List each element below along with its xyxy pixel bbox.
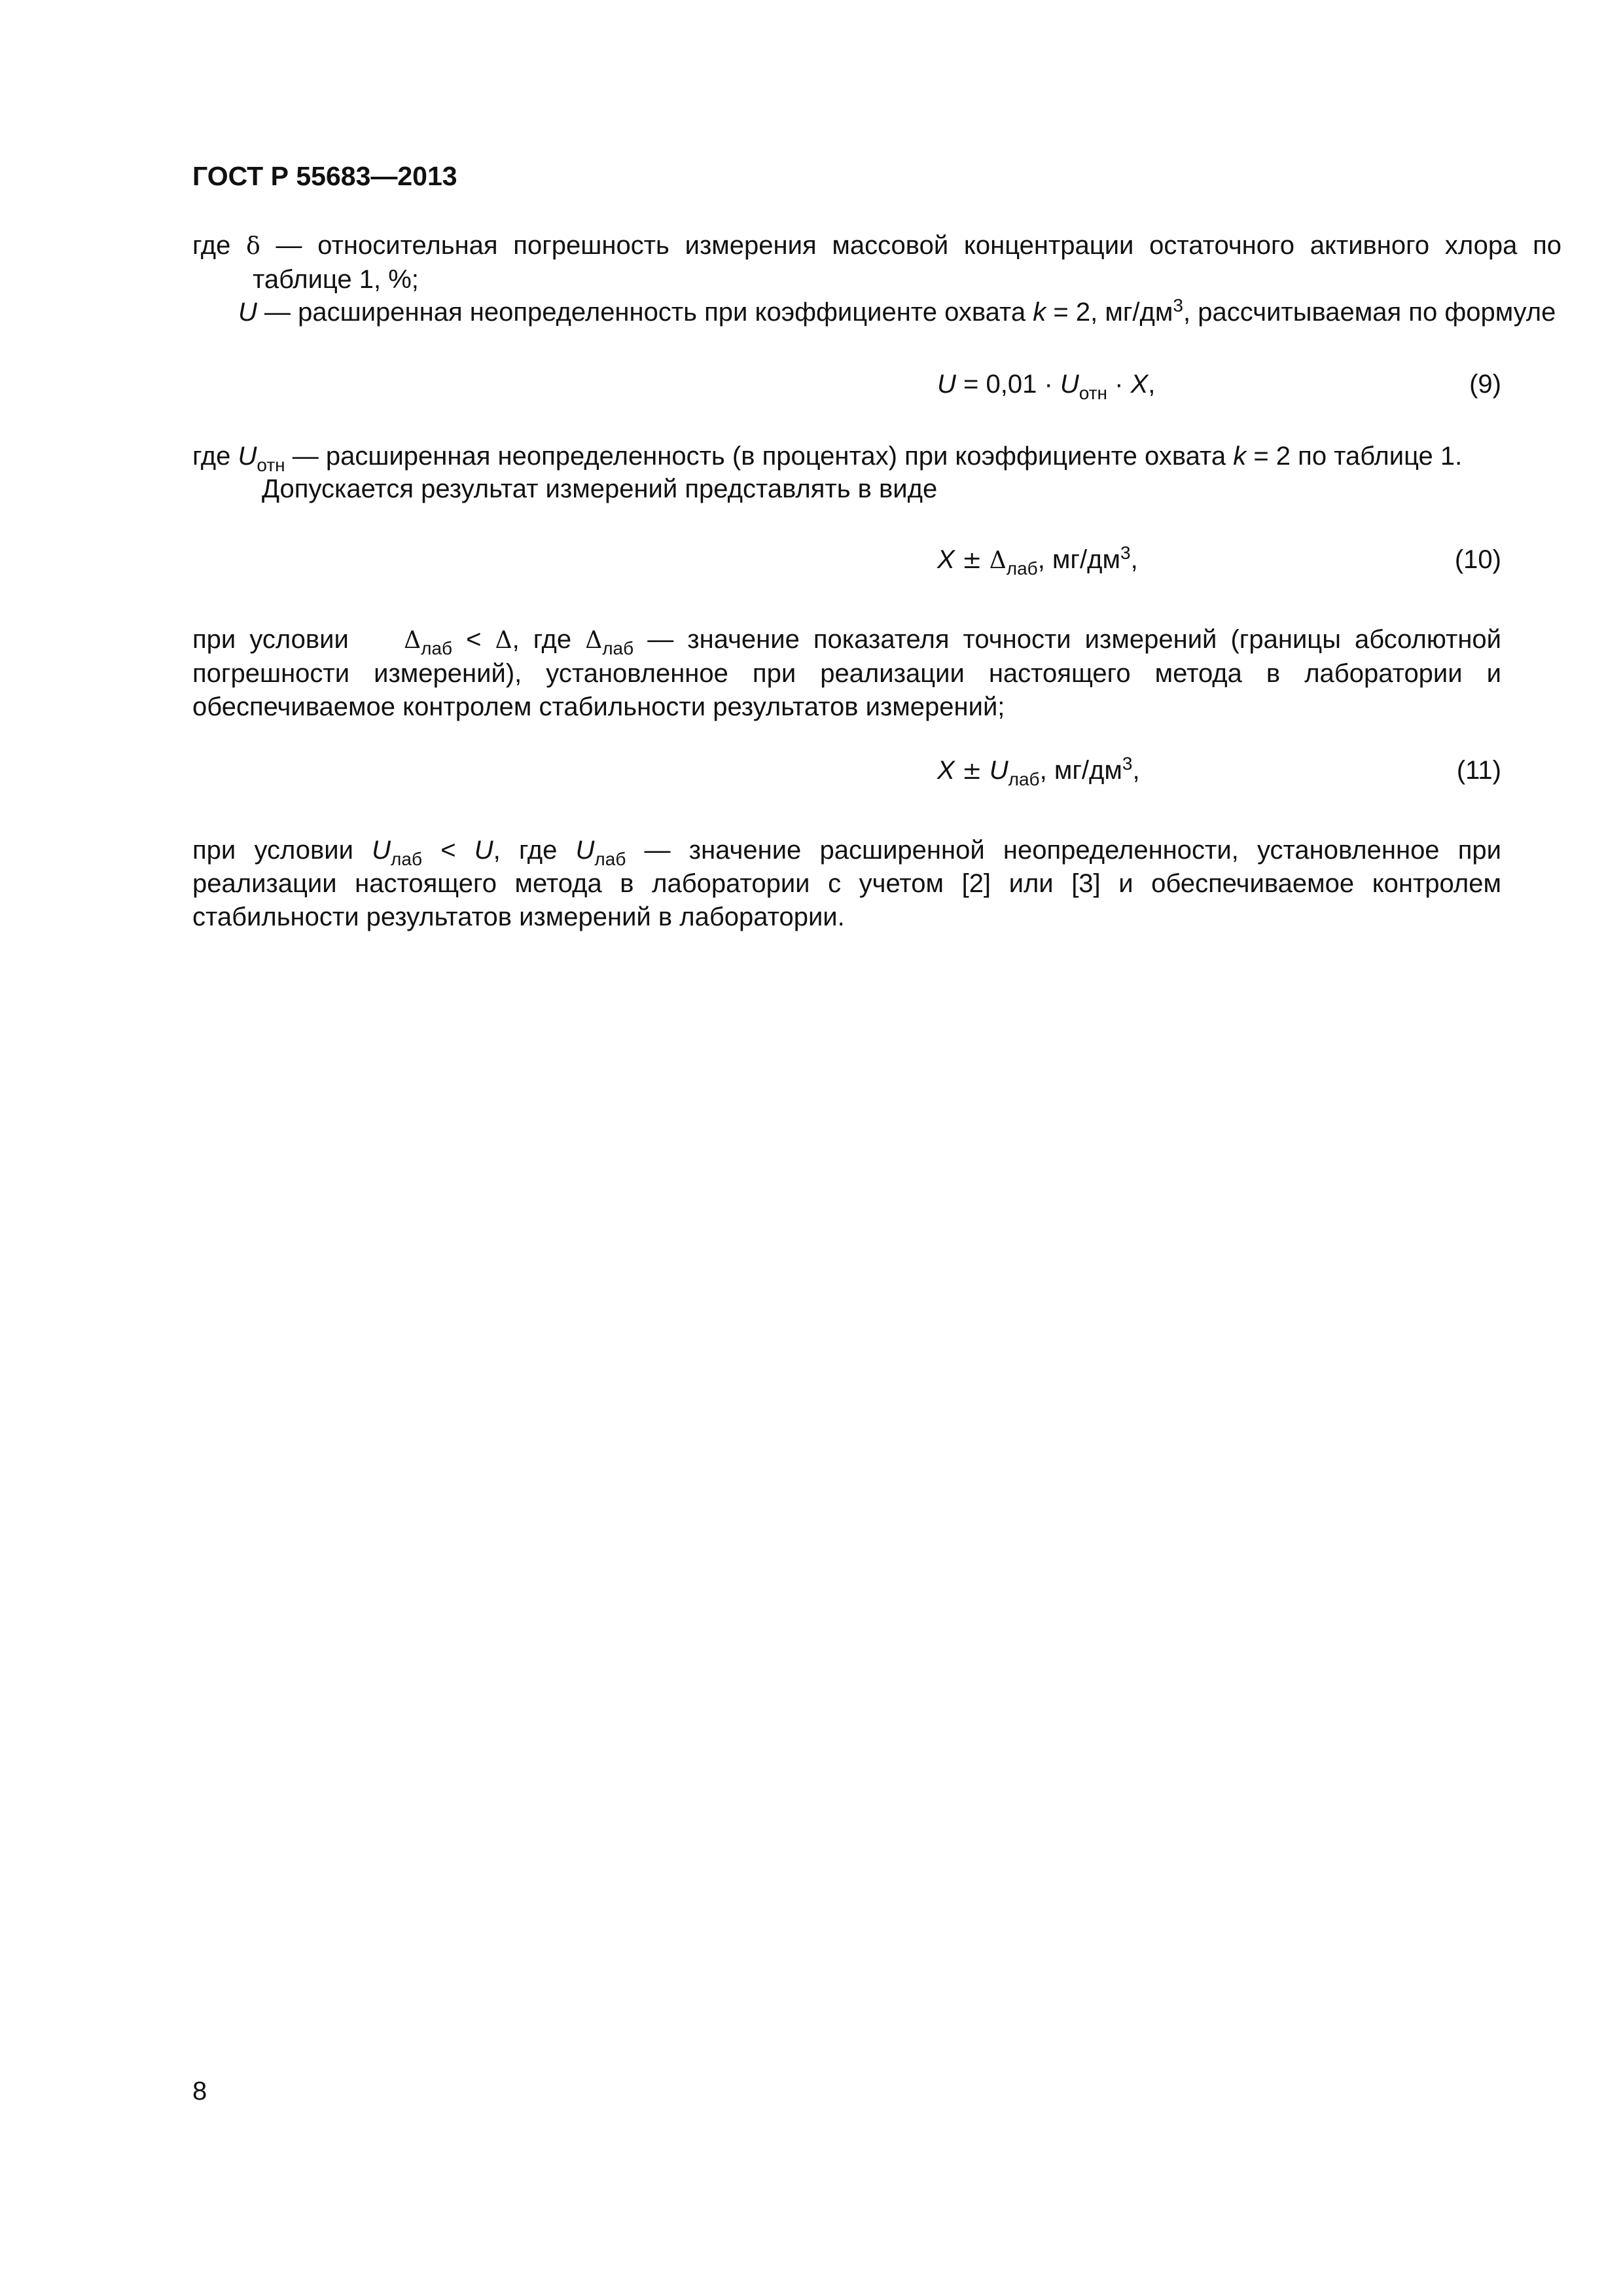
- equation-9: [192, 368, 1501, 407]
- page-number: 8: [192, 2077, 207, 2106]
- equation-10-number: (10): [1454, 545, 1501, 574]
- equation-11: [192, 754, 1501, 793]
- definition-u: U — расширенная неопределенность при коэффициенте охвата k = 2, $мг/дм^3$, рассчитываемая по формуле: [238, 295, 1556, 327]
- definition-delta: где δ — относительная погрешность измерения массовой концентрации остаточного активного хлора по таблице 1, %;: [192, 231, 1561, 294]
- condition-u-paragraph: при условии $U_{лаб} < U$, где $U_{лаб}$ — значение расширенной неопределенности, установленное при реализации настоящего метода в лаборатории с учетом [2] или [3] и обеспечиваемое контролем стабильности результатов измерений в лаборатории.: [192, 836, 1501, 931]
- delta-symbol: δ: [246, 233, 260, 260]
- u-symbol: U: [238, 298, 257, 327]
- equation-9-number: (9): [1469, 370, 1501, 399]
- definition-u-otn: где $U_{отн}$ — расширенная неопределенность (в процентах) при коэффициенте охвата k = 2 по таблице 1.: [192, 442, 1463, 475]
- equation-9-formula: $U = 0,01 \cdot U_{отн} \cdot X$,: [937, 370, 1156, 403]
- permitted-form-text: Допускается результат измерений представлять в виде: [262, 475, 938, 503]
- equation-11-number: (11): [1456, 756, 1501, 785]
- equation-10-formula: $X \pm \Delta_{лаб}$, $мг/дм^3$,: [937, 543, 1138, 579]
- equation-10: [192, 543, 1501, 583]
- equation-11-formula: $X \pm U_{лаб}$, $мг/дм^3$,: [937, 753, 1140, 789]
- document-code: ГОСТ Р 55683—2013: [192, 161, 457, 191]
- condition-delta-paragraph: при условии $\Delta_{лаб} < \Delta$, где $\Delta_{лаб}$ — значение показателя точности измерений (границы абсолютной погрешности измерений), установленное при реализации настоящего метода в лаборатории и обеспечиваемое контролем стабильности результатов измерений;: [192, 625, 1501, 721]
